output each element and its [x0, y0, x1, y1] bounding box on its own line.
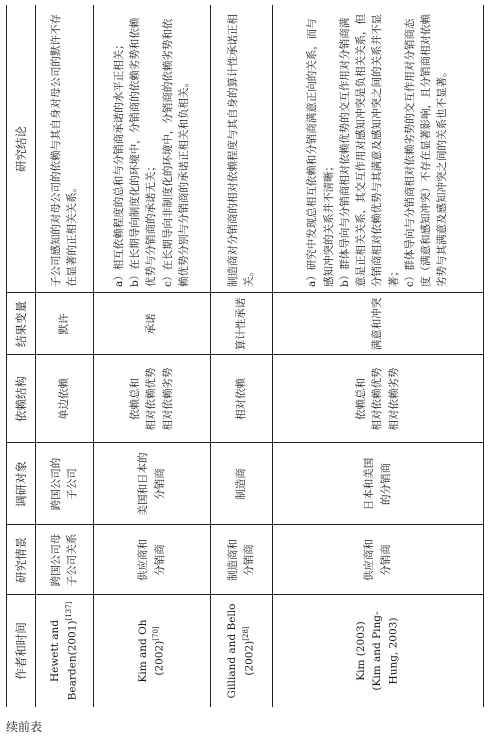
- table-row: [272, 5, 483, 707]
- cell-author: Kim and Oh (2002)[70]: [136, 619, 166, 683]
- header-object: 调研对象: [14, 461, 28, 507]
- conclusion-line: b）在长期导向制度化的环境中，分销商的依赖劣势和依赖优势与分销商的承诺无关；: [129, 17, 158, 287]
- table-header: [7, 5, 36, 707]
- cell-outcome: 满意和冲突: [371, 297, 384, 351]
- cell-object: 跨国公司的 子公司: [49, 457, 78, 511]
- cell-conclusion: [272, 5, 483, 293]
- cell-structure: 依赖总和 相对依赖优势 相对依赖劣势: [129, 367, 174, 431]
- conclusion-line: c）在长期导向非制度化的环境中，分销商的依赖劣势和依赖优势分别与分销商的承诺正相关和负相关。: [161, 18, 190, 287]
- cell-author: Gilliand and Bello (2002)[28]: [226, 603, 256, 699]
- cell-structure: 相对依赖: [234, 378, 247, 420]
- column-divider: [7, 354, 483, 355]
- cell-object: 制造商: [234, 468, 247, 500]
- conclusion-line: 子公司感知的对母公司的依赖与其自身对母公司的默许不存在显著的正相关关系。: [49, 14, 78, 287]
- conclusion-line: a）研究中发现总相互依赖和分销商满意正向的关系，而与感知冲突的关系并不清晰；: [306, 18, 335, 287]
- cell-context: 跨国公司母 子公司关系: [49, 533, 78, 587]
- cell-context: 供应商和 分销商: [363, 539, 392, 581]
- cell-conclusion: [93, 5, 210, 293]
- cell-outcome: 算计性承诺: [234, 297, 247, 351]
- conclusion-line: c）群体导向与分销商相对依赖劣势的交互作用对分销商态度（满意和感知冲突）不存在显著影响，且分销商相对依赖劣势与其满意及感知冲突之间的关系也不显著。: [403, 14, 449, 287]
- table-row: [210, 5, 273, 707]
- table-caption: 续前表: [6, 720, 43, 734]
- table-row: [35, 5, 94, 707]
- column-divider: [7, 594, 483, 595]
- column-divider: [7, 292, 483, 293]
- cell-context: 制造商和 分销商: [226, 539, 255, 581]
- cell-structure: 依赖总和 相对依赖优势 相对依赖劣势: [355, 367, 400, 431]
- cell-author: Hewett and Bearden(2001)[137]: [49, 601, 79, 701]
- cell-context: 供应商和 分销商: [137, 539, 166, 581]
- cell-conclusion: [210, 5, 272, 293]
- cell-object: 日本和美国 的分销商: [363, 457, 392, 511]
- cell-outcome: 承诺: [145, 313, 158, 335]
- literature-table: [6, 5, 484, 707]
- cell-author: Kim (2003) (Kim and Ping- Hung, 2003): [354, 611, 400, 691]
- cell-object: 美国和日本的 分销商: [137, 452, 166, 516]
- conclusion-line: a）相互依赖程度的总和与分销商承诺的水平正相关；: [112, 39, 125, 287]
- cell-structure: 单边依赖: [57, 378, 70, 420]
- header-outcome: 结果变量: [14, 301, 28, 347]
- header-author: 作者和时间: [14, 622, 28, 680]
- header-context: 研究情景: [14, 537, 28, 583]
- conclusion-line: 制造商对分销商的相对依赖程度与其自身的算计性承诺正相关。: [226, 14, 255, 287]
- column-divider: [7, 442, 483, 443]
- cell-outcome: 默许: [57, 313, 70, 335]
- table-row: [93, 5, 211, 707]
- column-divider: [7, 524, 483, 525]
- conclusion-line: b）群体导向与分销商相对依赖优势的交互作用对分销商满意是正相关关系，其交互作用对感知冲突是负相关关系，但分销商相对依赖优势与其满意及感知冲突之间的关系并不显著；: [338, 14, 400, 287]
- header-structure: 依赖结构: [14, 376, 28, 422]
- cell-conclusion: [35, 5, 93, 293]
- header-conclusion: 研究结论: [14, 126, 28, 172]
